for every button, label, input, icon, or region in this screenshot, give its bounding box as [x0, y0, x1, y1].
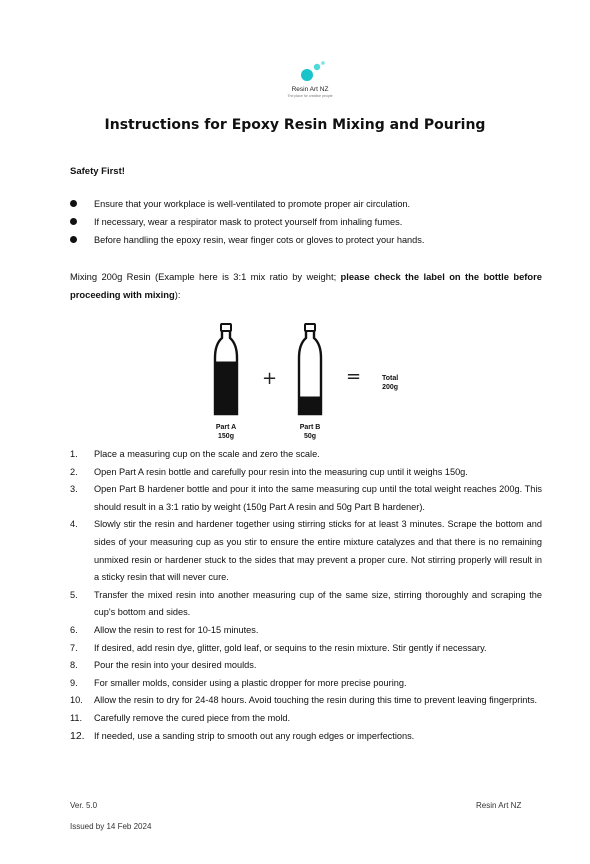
step-number: 7.: [70, 642, 78, 653]
footer-version: Ver. 5.0: [70, 801, 98, 810]
list-item: [70, 446, 542, 464]
safety-item-text: Before handling the epoxy resin, wear finger cots or gloves to protect your hands.: [94, 235, 425, 245]
mixing-intro-emphasis: please check the label on the bottle before proceeding with mixing: [70, 271, 542, 300]
total-weight: 200g: [382, 384, 399, 391]
bullet-icon: [70, 236, 77, 243]
mix-ratio-diagram: [200, 322, 430, 444]
step-number: 1.: [70, 449, 78, 459]
list-item: [70, 464, 542, 482]
part-b-name: Part B: [299, 424, 321, 431]
part-b-bottle-icon: [290, 322, 330, 418]
list-item: [70, 640, 542, 658]
step-text: Open Part A resin bottle and carefully pour resin into the measuring cup until it weighs 150g.: [94, 466, 468, 477]
total-label-text: Total: [382, 375, 399, 382]
bullet-icon: [70, 218, 77, 225]
safety-list: [70, 198, 550, 252]
company-logo: [280, 60, 340, 106]
logo-tagline: The place for creative people: [287, 94, 333, 98]
step-text: Place a measuring cup on the scale and zero the scale.: [94, 449, 320, 459]
part-a-fill: [215, 362, 237, 415]
step-text: Slowly stir the resin and hardener together using stirring sticks for at least 3 minutes. Scrape the bottom and sides of your measuring cup as you stir to ensure the entire mixture catalyzes and that there is no remaining unmixed resin or hardener stuck to the sides that may prevent a proper cure. Not stirring properly will result in a sticky resin that will never cure.: [94, 519, 542, 583]
list-item: [70, 234, 550, 252]
list-item: [70, 710, 542, 728]
bullet-icon: [70, 200, 77, 207]
list-item: [70, 675, 542, 693]
footer-issued: Issued by 14 Feb 2024: [70, 822, 152, 831]
step-text: Allow the resin to rest for 10-15 minutes.: [94, 624, 259, 635]
list-item: [70, 516, 542, 586]
list-item: [70, 657, 542, 675]
footer-company: Resin Art NZ: [476, 801, 522, 810]
step-number: 3.: [70, 484, 78, 495]
step-text: If needed, use a sanding strip to smooth out any rough edges or imperfections.: [94, 730, 415, 741]
mixing-intro-text: Mixing 200g Resin (Example here is 3:1 mix ratio by weight;: [70, 271, 341, 282]
step-number: 5.: [70, 589, 78, 600]
step-number: 11.: [70, 712, 83, 723]
step-number: 12.: [70, 729, 85, 742]
step-text: Carefully remove the cured piece from the mold.: [94, 712, 291, 723]
step-number: 6.: [70, 624, 78, 635]
step-text: Open Part B hardener bottle and pour it into the same measuring cup until the total weight reaches 200g. This should result in a 3:1 ratio by weight (150g Part A resin and 50g Part B hardener).: [94, 484, 542, 512]
plus-sign: +: [262, 368, 278, 389]
part-b-fill: [299, 397, 321, 415]
step-text: For smaller molds, consider using a plastic dropper for more precise pouring.: [94, 677, 407, 688]
part-a-name: Part A: [215, 424, 237, 431]
step-text: If desired, add resin dye, glitter, gold leaf, or sequins to the resin mixture. Stir gently if necessary.: [94, 642, 487, 653]
logo-dots-icon: [298, 60, 328, 84]
list-item: [70, 728, 542, 746]
list-item: [70, 198, 550, 216]
logo-name: Resin Art NZ: [291, 86, 329, 93]
step-number: 9.: [70, 677, 78, 688]
step-text: Allow the resin to dry for 24-48 hours. Avoid touching the resin during this time to prevent leaving fingerprints.: [94, 695, 538, 706]
step-text: Pour the resin into your desired moulds.: [94, 660, 257, 671]
page-title: Instructions for Epoxy Resin Mixing and Pouring: [104, 117, 486, 133]
mixing-intro-end: ):: [174, 289, 181, 300]
safety-item-text: Ensure that your workplace is well-ventilated to promote proper air circulation.: [94, 199, 411, 209]
part-b-label: [285, 423, 335, 441]
steps-list: [70, 446, 542, 745]
part-a-label: [201, 423, 251, 441]
step-number: 4.: [70, 519, 78, 530]
list-item: [70, 216, 550, 234]
part-a-bottle-icon: [206, 322, 246, 418]
list-item: [70, 622, 542, 640]
list-item: [70, 587, 542, 622]
total-label: [382, 374, 398, 392]
list-item: [70, 692, 542, 710]
step-text: Transfer the mixed resin into another measuring cup of the same size, stirring thoroughly and scraping the cup's bottom and sides.: [94, 589, 542, 618]
mixing-intro: [70, 268, 542, 304]
step-number: 10.: [70, 695, 83, 706]
part-b-weight: 50g: [303, 433, 317, 440]
safety-item-text: If necessary, wear a respirator mask to protect yourself from inhaling fumes.: [94, 217, 403, 227]
step-number: 2.: [70, 466, 78, 477]
part-a-weight: 150g: [218, 433, 234, 440]
list-item: [70, 481, 542, 516]
equals-sign: =: [346, 366, 362, 387]
safety-heading: Safety First!: [70, 166, 125, 177]
step-number: 8.: [70, 660, 78, 671]
